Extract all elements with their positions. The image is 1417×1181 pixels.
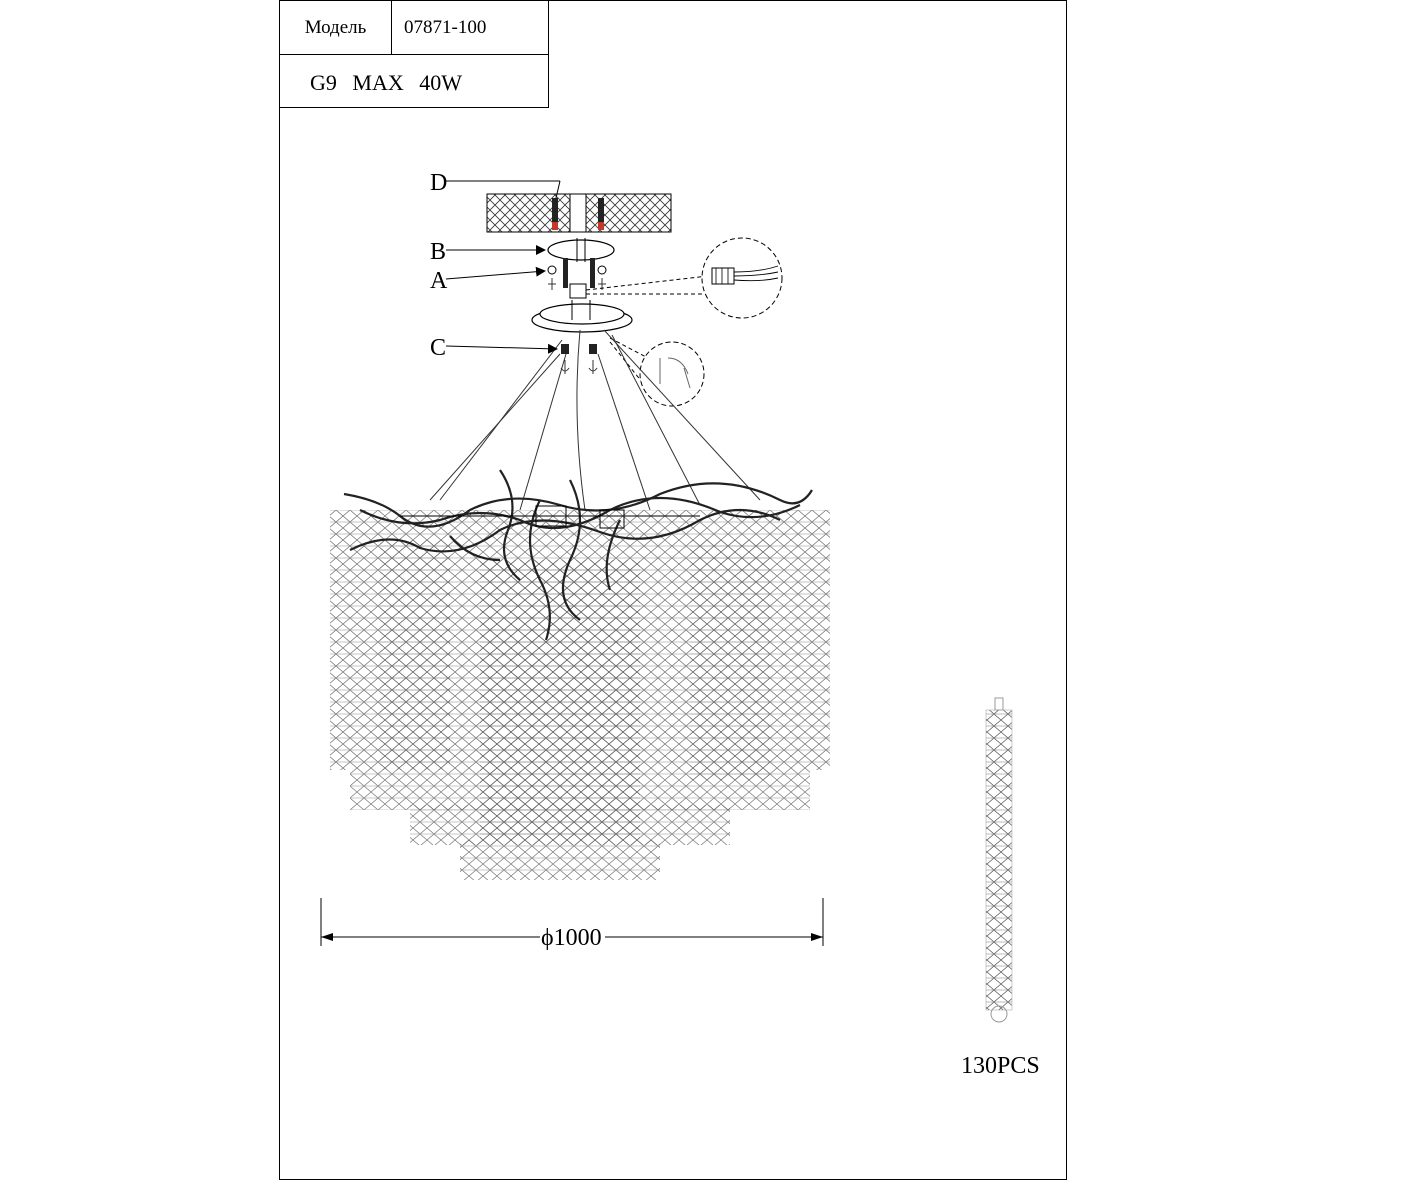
canopy-nuts: [561, 338, 704, 406]
strand-quantity-label: 130PCS: [961, 1053, 1040, 1079]
callout-label-a: A: [430, 268, 448, 294]
lamp-spec-cell: G9 MAX 40W: [310, 70, 462, 95]
crystal-strands: [330, 510, 830, 880]
canopy: [532, 300, 632, 332]
ceiling-block: [487, 194, 671, 232]
crystal-strand-part: [986, 698, 1012, 1022]
mounting-bracket: [548, 238, 614, 262]
diameter-label: ϕ1000: [541, 925, 602, 951]
callout-label-c: C: [430, 335, 447, 361]
model-label-cell: Модель: [280, 1, 392, 55]
model-number-cell: 07871-100: [392, 1, 548, 55]
callout-label-b: B: [430, 239, 447, 265]
callout-leader-c: [446, 346, 557, 349]
callout-label-d: D: [430, 170, 448, 196]
callout-leader-a: [446, 271, 545, 279]
